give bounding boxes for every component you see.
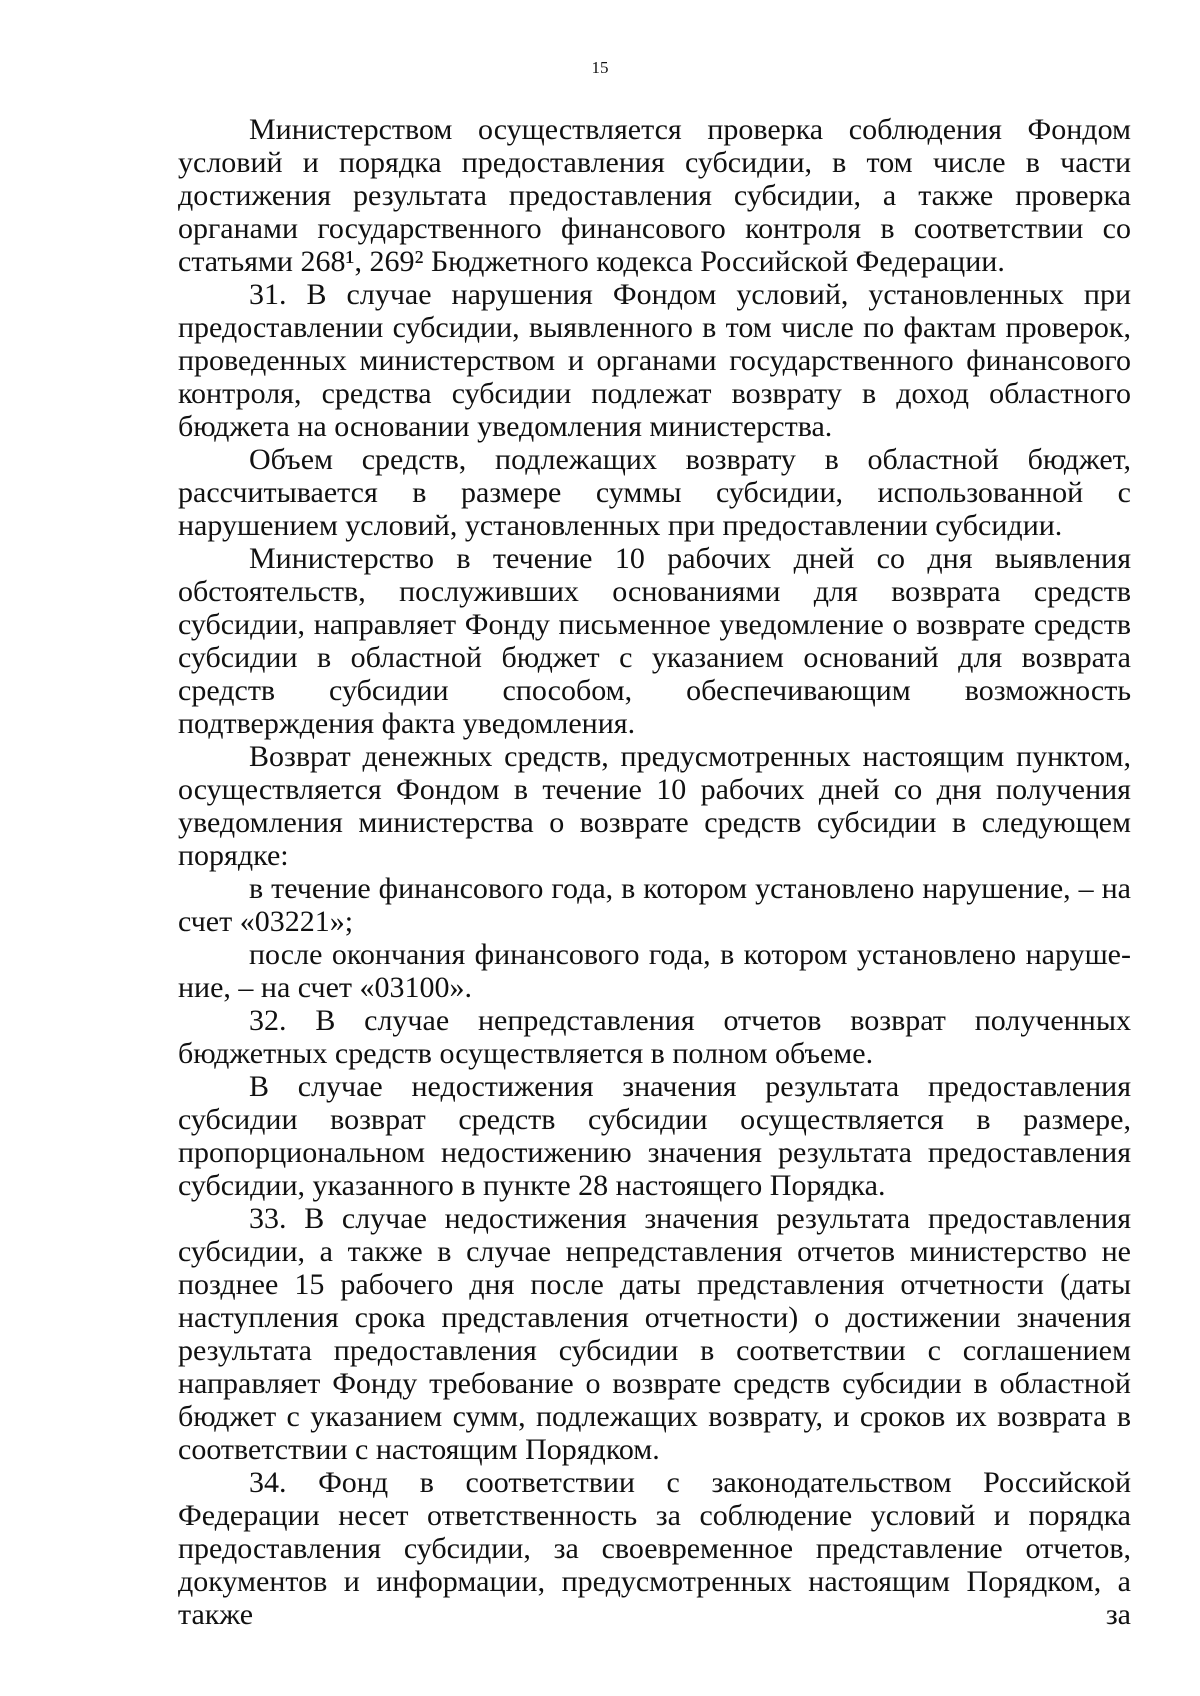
paragraph-refund-procedure: Возврат денежных средств, предусмотренных настоящим пунктом, осуществляется Фондом в течение 10 рабочих дней со дня получения уведомления министерства о возврате средств субсидии в следующем порядке: xyxy=(178,740,1131,872)
paragraph-33-refund-demand: 33. В случае недостижения значения результата предоставления субсидии, а также в случае непредставления отчетов министерство не позднее 15 рабочего дня после даты представления отчетности (даты наступления срока представления отчетности) о достижении значения результата предоставления субсидии в соответствии с соглашением направляет Фонду требование о возврате средств субсидии в областной бюджет с указанием сумм, подлежащих возврату, и сроков их возврата в соответствии с настоящим Порядком. xyxy=(178,1202,1131,1466)
paragraph-ministry-inspection: Министерством осуществляется проверка соблюдения Фондом условий и порядка предоставления субсидии, в том числе в части достижения результата предоставления субсидии, а также проверка органами государственного финансового контроля в соответствии со статьями 268¹, 269² Бюджетного кодекса Российской Федерации. xyxy=(178,113,1131,278)
page-number: 15 xyxy=(591,58,609,77)
paragraph-ministry-notification: Министерство в течение 10 рабочих дней со дня выявления обстоятельств, послуживших основаниями для возврата средств субсидии, направляет Фонду письменное уведомление о возврате средств субсидии в областной бюджет с указанием оснований для возврата средств субсидии способом, обеспечивающим возможность подтверждения факта уведомления. xyxy=(178,542,1131,740)
paragraph-32-no-reports: 32. В случае непредставления отчетов возврат полученных бюджетных средств осуществляется в полном объеме. xyxy=(178,1004,1131,1070)
paragraph-34-responsibility: 34. Фонд в соответствии с законодательством Российской Федерации несет ответственность за соблюдение условий и порядка предоставления субсидии, за своевременное представление отчетов, документов и информации, предусмотренных настоящим Порядком, а также за xyxy=(178,1466,1131,1631)
paragraph-after-year-account: после окончания финансового года, в котором установлено нарушение, – на счет «03100». xyxy=(178,938,1131,1004)
paragraph-refund-volume: Объем средств, подлежащих возврату в областной бюджет, рассчитывается в размере суммы субсидии, использованной с нарушением условий, установленных при предоставлении субсидии. xyxy=(178,443,1131,542)
document-body xyxy=(178,113,1131,1631)
paragraph-current-year-account: в течение финансового года, в котором установлено нарушение, – на счет «03221»; xyxy=(178,872,1131,938)
paragraph-proportional-refund: В случае недостижения значения результата предоставления субсидии возврат средств субсидии осуществляется в размере, пропорциональном недостижению значения результата предоставления субсидии, указанного в пункте 28 настоящего Порядка. xyxy=(178,1070,1131,1202)
paragraph-31-violation-refund: 31. В случае нарушения Фондом условий, установленных при предоставлении субсидии, выявленного в том числе по фактам проверок, проведенных министерством и органами государственного финансового контроля, средства субсидии подлежат возврату в доход областного бюджета на основании уведомления министерства. xyxy=(178,278,1131,443)
